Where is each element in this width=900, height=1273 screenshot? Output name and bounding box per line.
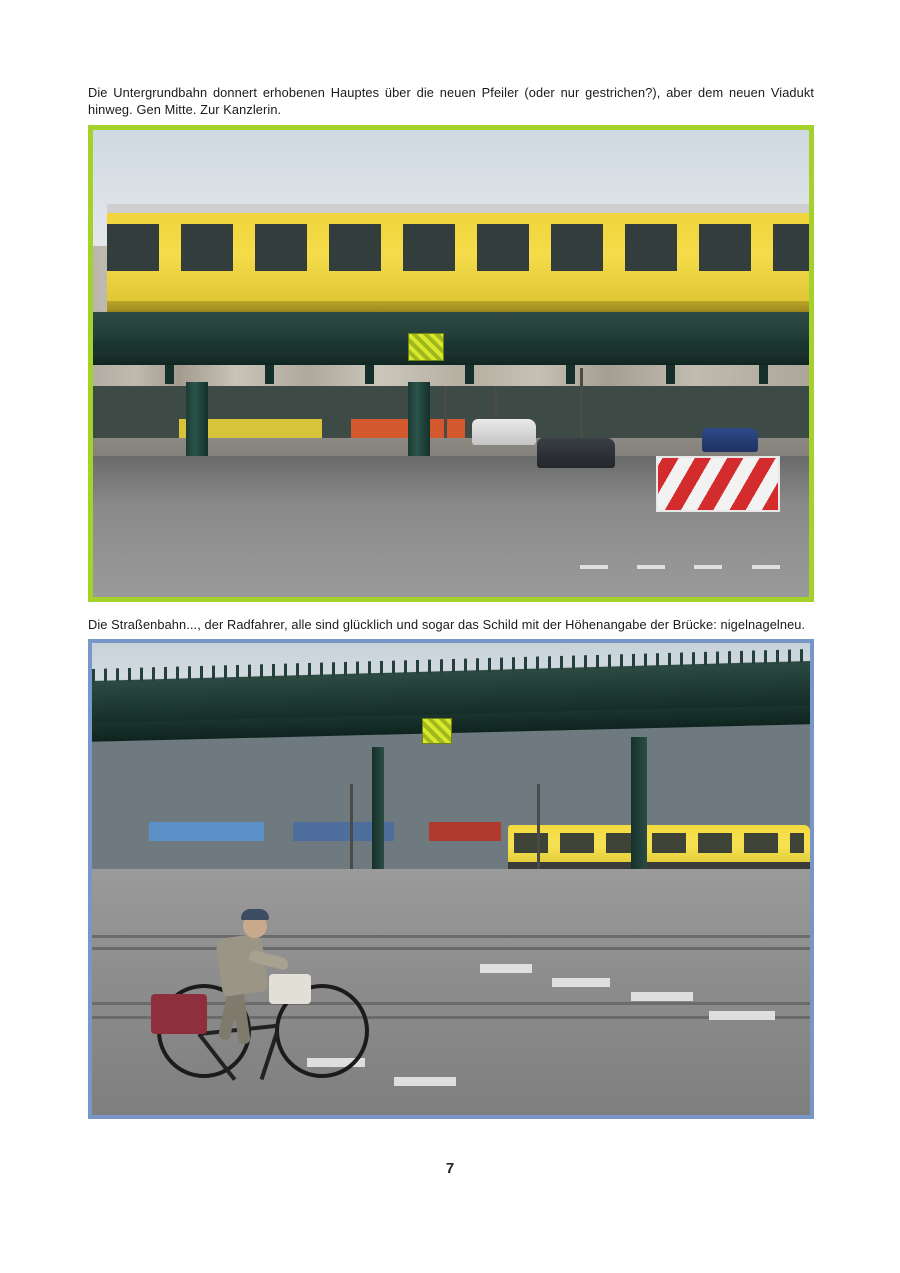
delivery-van xyxy=(472,419,536,445)
viaduct-pillar xyxy=(631,737,647,869)
photo-ubahn-viaduct xyxy=(93,130,809,597)
crossing-marking xyxy=(631,992,693,1001)
ubahn-train xyxy=(107,209,809,318)
photo-tram-cyclist xyxy=(92,643,810,1115)
rider-torso xyxy=(215,933,269,997)
tram-windows xyxy=(514,833,803,853)
figure-tram-cyclist xyxy=(88,639,814,1119)
figure-ubahn-viaduct xyxy=(88,125,814,602)
traffic-light-pole xyxy=(350,784,353,869)
cyclist xyxy=(157,888,372,1078)
viaduct-pillar xyxy=(372,747,384,870)
parked-car xyxy=(537,438,615,468)
traffic-light-pole xyxy=(537,784,540,869)
viaduct-girder xyxy=(566,365,575,384)
viaduct-girder xyxy=(465,365,474,384)
viaduct-girder xyxy=(165,365,174,384)
viaduct-girder xyxy=(265,365,274,384)
figure-2-frame xyxy=(88,639,814,1119)
lane-marking xyxy=(752,565,780,569)
construction-barrier xyxy=(656,456,780,512)
lane-marking xyxy=(694,565,722,569)
crossing-marking xyxy=(709,1011,775,1020)
bicycle-fork xyxy=(259,1032,278,1081)
parked-car xyxy=(702,428,758,452)
tram-vehicle xyxy=(508,825,810,872)
shopfront-sign xyxy=(149,822,264,841)
viaduct-lower-flange xyxy=(93,351,809,365)
shopfront-sign xyxy=(429,822,501,841)
crossing-marking xyxy=(394,1077,456,1086)
rider-cap xyxy=(241,909,269,920)
crossing-marking xyxy=(480,964,532,973)
rear-pannier-bag xyxy=(151,994,207,1034)
figure-1-frame xyxy=(88,125,814,602)
crossing-marking xyxy=(552,978,610,987)
viaduct-girder xyxy=(759,365,768,384)
viaduct-deck xyxy=(93,312,809,352)
height-warning-sign xyxy=(422,718,452,744)
train-windows xyxy=(107,224,809,271)
caption-above-figure-1: Die Untergrundbahn donnert erhobenen Hauptes über die neuen Pfeiler (oder nur gestrichen?), aber dem neuen Viadukt hinweg. Gen Mitte. Zur Kanzlerin. xyxy=(88,85,814,118)
height-warning-sign xyxy=(408,333,444,361)
viaduct-girder xyxy=(666,365,675,384)
caption-above-figure-2: Die Straßenbahn..., der Radfahrer, alle sind glücklich und sogar das Schild mit der Höhenangabe der Brücke: nigelnagelneu. xyxy=(88,616,806,632)
train-roof xyxy=(107,204,809,213)
lane-marking xyxy=(580,565,608,569)
lane-marking xyxy=(637,565,665,569)
page-content xyxy=(88,84,814,1119)
viaduct-girder xyxy=(365,365,374,384)
handlebar-bag xyxy=(269,974,311,1004)
page-number: 7 xyxy=(445,1160,455,1177)
